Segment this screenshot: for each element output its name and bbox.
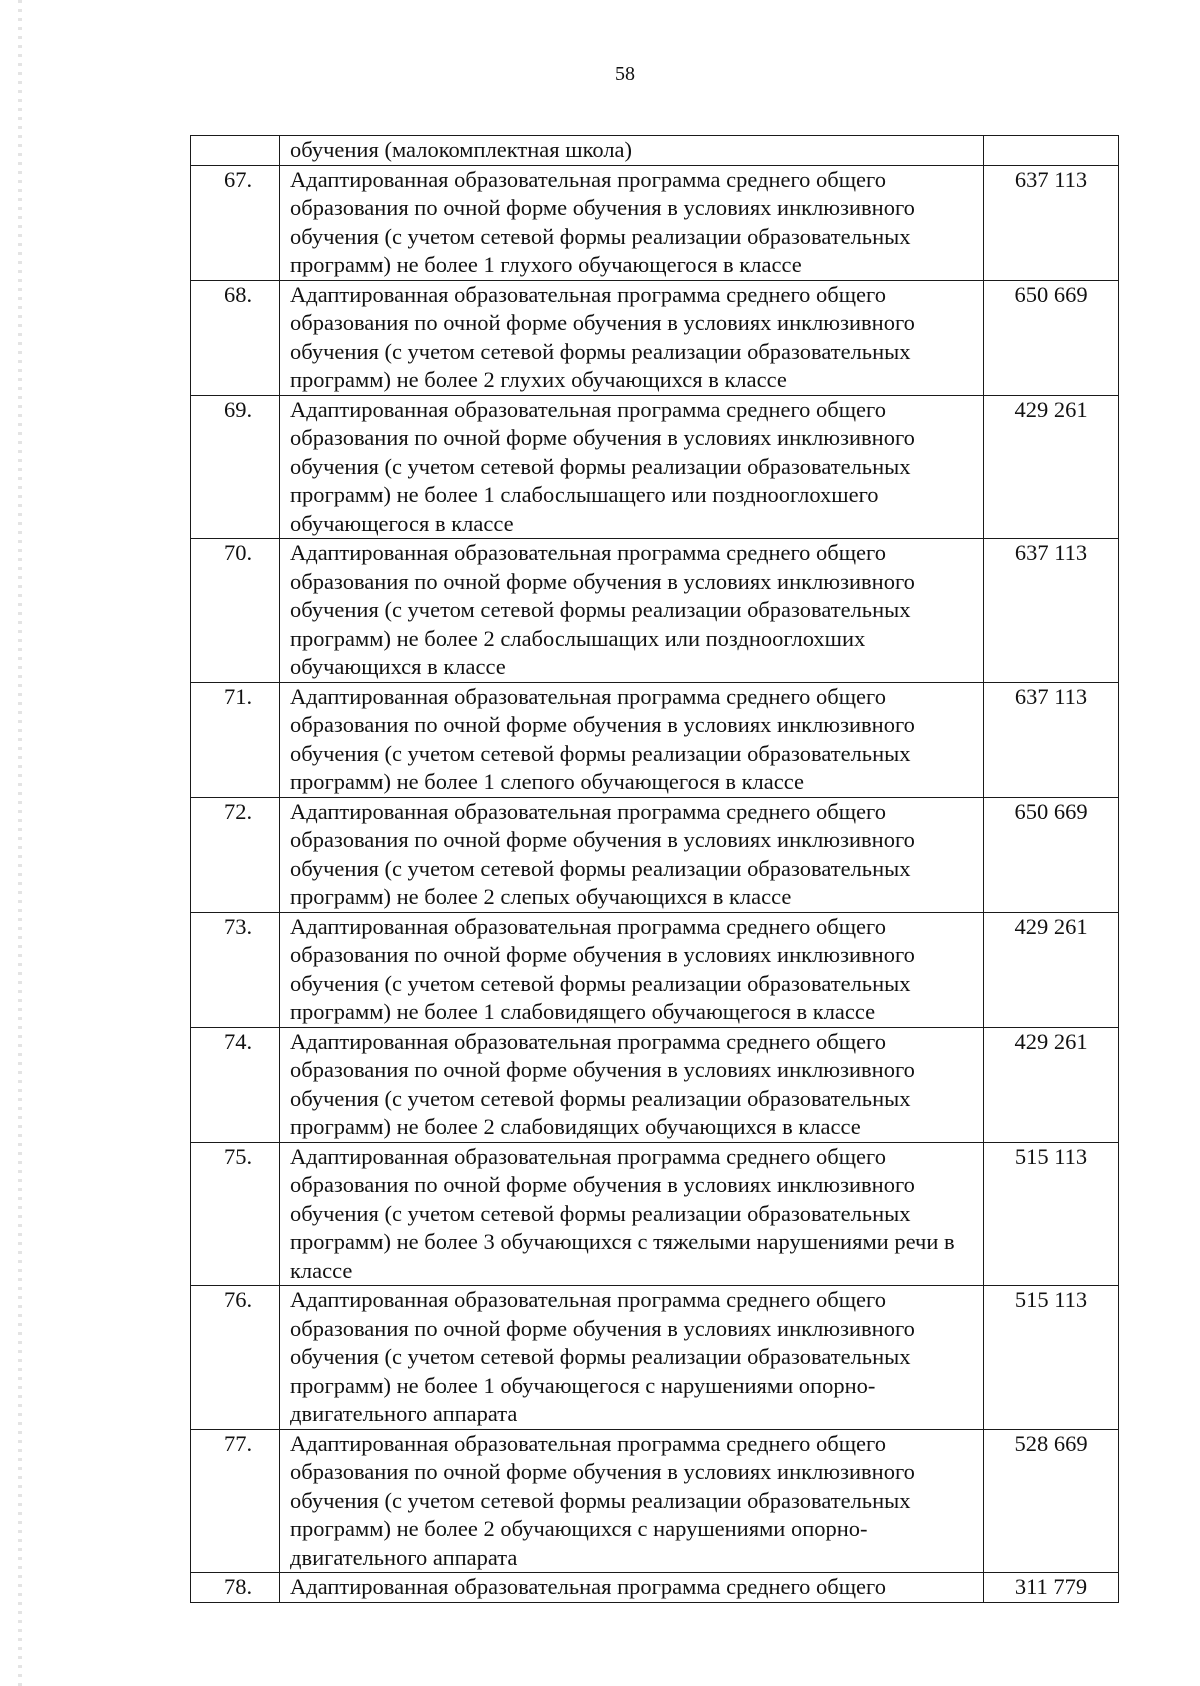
- row-number: 77.: [191, 1429, 280, 1573]
- row-value: 650 669: [984, 797, 1119, 912]
- table-row: [191, 1286, 1119, 1430]
- row-number: 74.: [191, 1027, 280, 1142]
- row-value: 637 113: [984, 682, 1119, 797]
- table-row: [191, 165, 1119, 280]
- scan-edge-artifact: [18, 0, 22, 1686]
- table-row: [191, 912, 1119, 1027]
- row-value: 311 779: [984, 1573, 1119, 1603]
- table-row: [191, 1142, 1119, 1286]
- row-description: Адаптированная образовательная программа среднего общего образования по очной форме обучения в условиях инклюзивного обучения (с учетом сетевой формы реализации образовательных программ) не более 1 слабовидящего обучающегося в классе: [280, 912, 984, 1027]
- row-description: Адаптированная образовательная программа среднего общего образования по очной форме обучения в условиях инклюзивного обучения (с учетом сетевой формы реализации образовательных программ) не более 3 обучающихся с тяжелыми нарушениями речи в классе: [280, 1142, 984, 1286]
- table-row-continuation: [191, 136, 1119, 166]
- row-description: Адаптированная образовательная программа среднего общего образования по очной форме обучения в условиях инклюзивного обучения (с учетом сетевой формы реализации образовательных программ) не более 2 обучающихся с нарушениями опорно-двигательного аппарата: [280, 1429, 984, 1573]
- table-row: [191, 1429, 1119, 1573]
- row-description: Адаптированная образовательная программа среднего общего образования по очной форме обучения в условиях инклюзивного обучения (с учетом сетевой формы реализации образовательных программ) не более 1 обучающегося с нарушениями опорно-двигательного аппарата: [280, 1286, 984, 1430]
- table-row: [191, 682, 1119, 797]
- table-row: [191, 395, 1119, 539]
- table-row: [191, 1573, 1119, 1603]
- row-description: обучения (малокомплектная школа): [280, 136, 984, 166]
- row-description: Адаптированная образовательная программа среднего общего образования по очной форме обучения в условиях инклюзивного обучения (с учетом сетевой формы реализации образовательных программ) не более 1 слабослышащего или позднооглохшего обучающегося в классе: [280, 395, 984, 539]
- row-number: 67.: [191, 165, 280, 280]
- row-value: 515 113: [984, 1142, 1119, 1286]
- row-value: 515 113: [984, 1286, 1119, 1430]
- row-number: 70.: [191, 539, 280, 683]
- row-number: 75.: [191, 1142, 280, 1286]
- row-value: 637 113: [984, 539, 1119, 683]
- row-number: 69.: [191, 395, 280, 539]
- row-number: 73.: [191, 912, 280, 1027]
- table-row: [191, 1027, 1119, 1142]
- row-description: Адаптированная образовательная программа среднего общего: [280, 1573, 984, 1603]
- row-number: 71.: [191, 682, 280, 797]
- row-description: Адаптированная образовательная программа среднего общего образования по очной форме обучения в условиях инклюзивного обучения (с учетом сетевой формы реализации образовательных программ) не более 2 глухих обучающихся в классе: [280, 280, 984, 395]
- row-number: 78.: [191, 1573, 280, 1603]
- page-number: 58: [615, 63, 635, 85]
- row-description: Адаптированная образовательная программа среднего общего образования по очной форме обучения в условиях инклюзивного обучения (с учетом сетевой формы реализации образовательных программ) не более 1 глухого обучающегося в классе: [280, 165, 984, 280]
- row-value: 650 669: [984, 280, 1119, 395]
- row-description: Адаптированная образовательная программа среднего общего образования по очной форме обучения в условиях инклюзивного обучения (с учетом сетевой формы реализации образовательных программ) не более 1 слепого обучающегося в классе: [280, 682, 984, 797]
- row-number: 76.: [191, 1286, 280, 1430]
- tariff-table: [190, 135, 1119, 1603]
- table-row: [191, 280, 1119, 395]
- row-value: 528 669: [984, 1429, 1119, 1573]
- row-number: 72.: [191, 797, 280, 912]
- row-value: 429 261: [984, 912, 1119, 1027]
- row-value: [984, 136, 1119, 166]
- row-number: [191, 136, 280, 166]
- row-description: Адаптированная образовательная программа среднего общего образования по очной форме обучения в условиях инклюзивного обучения (с учетом сетевой формы реализации образовательных программ) не более 2 слабовидящих обучающихся в классе: [280, 1027, 984, 1142]
- row-value: 429 261: [984, 1027, 1119, 1142]
- row-number: 68.: [191, 280, 280, 395]
- row-description: Адаптированная образовательная программа среднего общего образования по очной форме обучения в условиях инклюзивного обучения (с учетом сетевой формы реализации образовательных программ) не более 2 слепых обучающихся в классе: [280, 797, 984, 912]
- row-value: 429 261: [984, 395, 1119, 539]
- table-row: [191, 797, 1119, 912]
- row-value: 637 113: [984, 165, 1119, 280]
- row-description: Адаптированная образовательная программа среднего общего образования по очной форме обучения в условиях инклюзивного обучения (с учетом сетевой формы реализации образовательных программ) не более 2 слабослышащих или позднооглохших обучающихся в классе: [280, 539, 984, 683]
- table-row: [191, 539, 1119, 683]
- table-body: [191, 136, 1119, 1603]
